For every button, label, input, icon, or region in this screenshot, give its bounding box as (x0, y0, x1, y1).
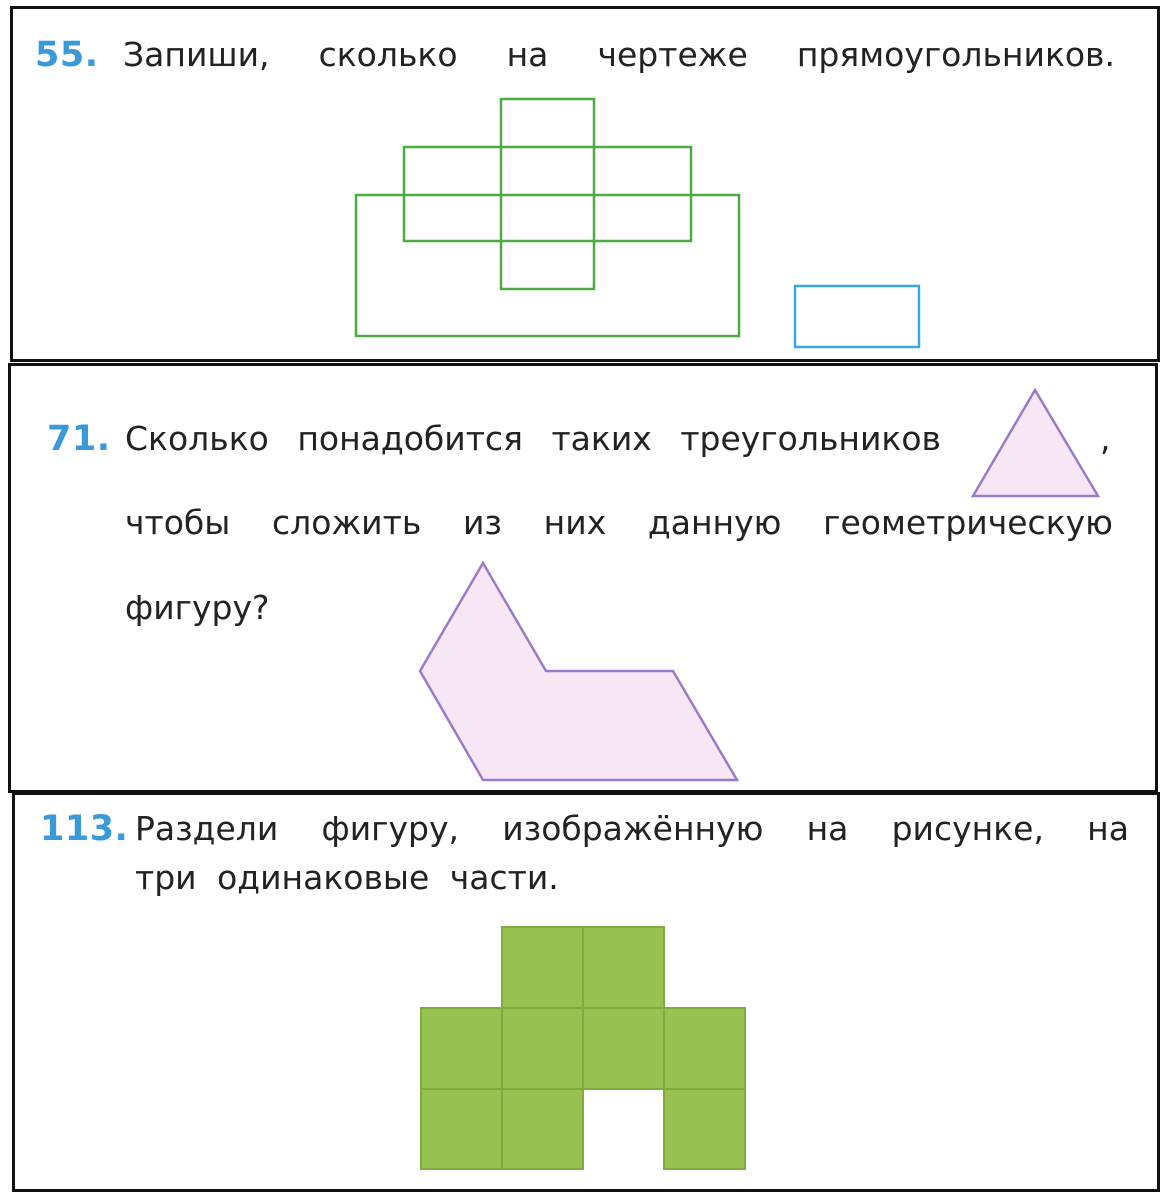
word: чтобы (125, 503, 231, 542)
grid-square (421, 1089, 502, 1169)
grid-square (502, 1008, 583, 1089)
word: сложить (272, 503, 422, 542)
grid-square (583, 927, 664, 1008)
composite-figure (420, 563, 737, 780)
grid-square (583, 1008, 664, 1089)
word: Сколько (125, 419, 269, 458)
task-text-line-2: три одинаковые части. (135, 858, 559, 897)
shapes-drawing (11, 366, 1155, 790)
word: рисунке, (891, 809, 1044, 848)
task-text-line-3: фигуру? (125, 588, 270, 627)
grid-square (421, 1008, 502, 1089)
green-rectangle (356, 195, 739, 336)
blue-rectangle (795, 286, 919, 347)
word: из (462, 503, 502, 542)
grid-square (502, 1089, 583, 1169)
task-113-panel (12, 792, 1160, 1192)
task-71-panel (8, 363, 1158, 793)
word: изображённую (502, 809, 764, 848)
word: данную (647, 503, 782, 542)
task-number: 113. (40, 809, 129, 849)
word: фигуру, (321, 809, 460, 848)
task-55-panel (10, 6, 1160, 362)
word: на (1087, 809, 1129, 848)
sample-triangle (973, 390, 1098, 496)
word: чертеже (597, 35, 748, 74)
grid-square (502, 927, 583, 1008)
rectangles-drawing (13, 9, 1157, 359)
word: сколько (318, 35, 458, 74)
squares-figure (15, 795, 1157, 1189)
word: на (806, 809, 849, 848)
task-number: 55. (35, 35, 99, 75)
task-number: 71. (47, 419, 111, 459)
word: них (543, 503, 607, 542)
word: Запиши, (123, 35, 270, 74)
word: понадобится (297, 419, 523, 458)
word: на (506, 35, 549, 74)
grid-square (664, 1089, 745, 1169)
word: Раздели (135, 809, 279, 848)
word: треугольников (680, 419, 941, 458)
grid-square (664, 1008, 745, 1089)
comma: , (1100, 419, 1111, 458)
word: таких (551, 419, 652, 458)
word: прямоугольников. (796, 35, 1115, 74)
word: геометрическую (823, 503, 1113, 542)
